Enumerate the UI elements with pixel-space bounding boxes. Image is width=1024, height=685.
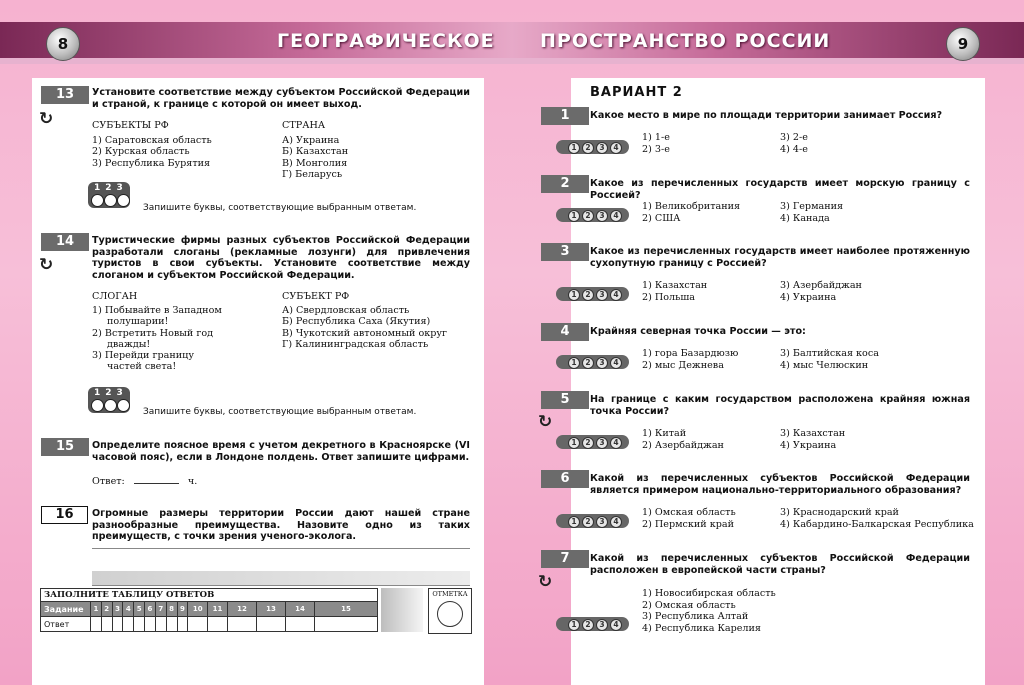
answer-option: 4) мыс Челюскин xyxy=(780,359,869,371)
answer-option-circle[interactable]: 4 xyxy=(610,142,622,154)
answer-option-circle[interactable]: 1 xyxy=(568,516,580,528)
answer-option: 1) Омская область xyxy=(642,507,736,518)
answer-cell[interactable] xyxy=(315,617,378,632)
hint-text: Запишите буквы, соответствующие выбранным ответам. xyxy=(143,407,417,417)
option: А) Свердловская область xyxy=(282,305,410,316)
answer-box[interactable] xyxy=(88,182,130,208)
page-number-right: 9 xyxy=(946,27,980,61)
answer-line[interactable] xyxy=(92,548,470,549)
question-number: 2 xyxy=(541,175,589,193)
answer-cell[interactable] xyxy=(91,617,102,632)
answer-cell[interactable] xyxy=(145,617,156,632)
answer-option: 1) Казахстан xyxy=(642,280,708,291)
question-number: 6 xyxy=(541,470,589,488)
option: Б) Республика Саха (Якутия) xyxy=(282,316,431,328)
answer-cell[interactable] xyxy=(134,617,145,632)
table-header-cell: 6 xyxy=(145,602,156,617)
answer-box[interactable] xyxy=(88,387,130,413)
answer-suffix: ч. xyxy=(187,476,198,487)
answer-pill[interactable] xyxy=(556,140,629,154)
answer-option: 4) Кабардино-Балкарская Республика xyxy=(780,518,974,530)
answer-cell[interactable] xyxy=(208,617,228,632)
answer-cell[interactable] xyxy=(123,617,134,632)
answer-option-circle[interactable]: 3 xyxy=(596,619,608,631)
answer-option: 4) Украина xyxy=(780,291,837,303)
answer-option-circle[interactable]: 1 xyxy=(568,210,580,222)
answer-option: 4) Украина xyxy=(780,439,837,451)
answer-strip[interactable] xyxy=(92,571,470,586)
table-header-cell: 4 xyxy=(123,602,134,617)
option: Г) Калининградская область xyxy=(282,338,429,350)
answer-pill[interactable] xyxy=(556,208,629,222)
answer-option-circle[interactable]: 4 xyxy=(610,210,622,222)
table-row xyxy=(41,602,378,617)
gradient-strip xyxy=(381,588,423,632)
answer-option-circle[interactable]: 4 xyxy=(610,357,622,369)
answer-cell[interactable] xyxy=(177,617,188,632)
question-number: 3 xyxy=(541,243,589,261)
table-label: Ответ xyxy=(41,617,91,632)
table-header-cell: 10 xyxy=(188,602,208,617)
table-header-cell: 7 xyxy=(155,602,166,617)
option: В) Монголия xyxy=(282,157,348,169)
answer-cell[interactable] xyxy=(104,399,117,412)
option: А) Украина xyxy=(282,135,340,146)
answer-option: 2) Польша xyxy=(642,291,695,303)
answer-pill[interactable] xyxy=(556,355,629,369)
answer-option: 3) Балтийская коса xyxy=(780,348,879,359)
left-page xyxy=(32,78,484,685)
table-header-cell: 3 xyxy=(112,602,123,617)
answer-option-circle[interactable]: 1 xyxy=(568,142,580,154)
answer-option-circle[interactable]: 1 xyxy=(568,357,580,369)
answer-cell[interactable] xyxy=(257,617,286,632)
option: частей света! xyxy=(107,361,177,373)
arrow-circle-icon: ↻ xyxy=(538,572,553,592)
question-text: Определите поясное время с учетом декретного в Красноярске (VI часовой пояс), если в Лондоне полдень. Ответ запишите цифрами. xyxy=(92,440,470,463)
question-text: Крайняя северная точка России — это: xyxy=(590,326,806,337)
variant-title: ВАРИАНТ 2 xyxy=(590,85,683,100)
option: Б) Казахстан xyxy=(282,146,349,158)
answer-box-digits: 123 xyxy=(94,183,128,193)
answer-cell[interactable] xyxy=(117,194,130,207)
table-header-cell: 14 xyxy=(286,602,315,617)
table-header-cell: 13 xyxy=(257,602,286,617)
answer-option-circle[interactable]: 3 xyxy=(596,516,608,528)
question-number: 13 xyxy=(41,86,89,104)
header-stripe xyxy=(0,58,1024,64)
answer-option: 2) Азербайджан xyxy=(642,439,724,451)
answer-option-circle[interactable]: 2 xyxy=(582,289,594,301)
column-title: СЛОГАН xyxy=(92,291,138,302)
answer-option-circle[interactable]: 3 xyxy=(596,210,608,222)
table-row xyxy=(41,617,378,632)
option: дважды! xyxy=(107,338,151,350)
question-number: 4 xyxy=(541,323,589,341)
answer-option: 1) Китай xyxy=(642,428,687,439)
answer-box-digits: 123 xyxy=(94,388,128,398)
answer-label: Ответ: xyxy=(92,476,125,487)
option: 3) Республика Бурятия xyxy=(92,157,211,169)
answer-cell[interactable] xyxy=(91,399,104,412)
answer-cell[interactable] xyxy=(101,617,112,632)
answer-cell[interactable] xyxy=(91,194,104,207)
answer-option: 3) Казахстан xyxy=(780,428,846,439)
answer-option: 1) гора Базардюзю xyxy=(642,348,739,359)
answer-pill[interactable] xyxy=(556,287,629,301)
question-text: Туристические фирмы разных субъектов Российской Федерации разработали слоганы (рекламные лозунги) для привлечения туристов в свои субъекты. Установите соответствие между слоганом и субъектом Российской Федерации. xyxy=(92,235,470,281)
option: 2) Встретить Новый год xyxy=(92,327,214,339)
answer-cell[interactable] xyxy=(286,617,315,632)
header-banner xyxy=(0,22,1024,64)
answer-option: 1) 1-е xyxy=(642,132,670,143)
option: 1) Побывайте в Западном xyxy=(92,305,222,316)
answer-cell[interactable] xyxy=(155,617,166,632)
question-text: Какой из перечисленных субъектов Российской Федерации является примером национально-территориального образования? xyxy=(590,473,970,496)
table-header-cell: 5 xyxy=(134,602,145,617)
answer-line xyxy=(92,476,197,487)
answer-option: 2) 3-е xyxy=(642,143,670,155)
answer-option-circle[interactable]: 4 xyxy=(610,437,622,449)
question-number: 7 xyxy=(541,550,589,568)
question-text: Установите соответствие между субъектом Российской Федерации и страной, к границе с которой он имеет выход. xyxy=(92,87,470,110)
answer-option-circle[interactable]: 2 xyxy=(582,357,594,369)
answer-option-circle[interactable]: 1 xyxy=(568,619,580,631)
answer-cell[interactable] xyxy=(228,617,257,632)
table-header-cell: 11 xyxy=(208,602,228,617)
table-header-cell: 1 xyxy=(91,602,102,617)
table-header-cell: 9 xyxy=(177,602,188,617)
option: 1) Саратовская область xyxy=(92,135,212,146)
answer-option-circle[interactable]: 3 xyxy=(596,437,608,449)
question-text: Какое из перечисленных государств имеет наиболее протяженную сухопутную границу с Россией? xyxy=(590,246,970,269)
option: 2) Курская область xyxy=(92,146,190,158)
answer-cell[interactable] xyxy=(117,399,130,412)
option-list xyxy=(282,305,447,350)
answer-option: 2) США xyxy=(642,212,681,224)
answer-option-circle[interactable]: 2 xyxy=(582,516,594,528)
option: В) Чукотский автономный округ xyxy=(282,327,448,339)
answer-option: 3) Республика Алтай xyxy=(642,611,749,622)
answer-option-circle[interactable]: 2 xyxy=(582,619,594,631)
answers-table-block xyxy=(40,588,378,632)
answer-pill[interactable] xyxy=(556,617,629,631)
answer-option-circle[interactable]: 4 xyxy=(610,619,622,631)
answer-option-circle[interactable]: 3 xyxy=(596,142,608,154)
answer-cell[interactable] xyxy=(166,617,177,632)
page-number-left: 8 xyxy=(46,27,80,61)
question-number: 15 xyxy=(41,438,89,456)
option-list xyxy=(92,135,212,169)
answer-option: 3) Краснодарский край xyxy=(780,507,899,518)
title-left: ГЕОГРАФИЧЕСКОЕ xyxy=(277,30,495,52)
table-label: Задание xyxy=(41,602,91,617)
answer-option: 2) мыс Дежнева xyxy=(642,359,724,371)
mark-box xyxy=(428,588,472,634)
question-number: 14 xyxy=(41,233,89,251)
answer-option: 2) Омская область xyxy=(642,599,736,611)
answer-cell[interactable] xyxy=(104,194,117,207)
answer-input[interactable] xyxy=(134,483,179,484)
answer-lines[interactable] xyxy=(92,548,470,561)
option-list xyxy=(92,305,222,373)
question-text: Огромные размеры территории России дают нашей стране разнообразные преимущества. Назовите одно из таких преимуществ, с точки зрения ученого-эколога. xyxy=(92,508,470,543)
answers-table xyxy=(40,601,378,632)
question-number: 5 xyxy=(541,391,589,409)
question-number: 1 xyxy=(541,107,589,125)
answer-option-circle[interactable]: 4 xyxy=(610,516,622,528)
mark-circle[interactable] xyxy=(437,601,463,627)
answer-cell[interactable] xyxy=(188,617,208,632)
answer-option-circle[interactable]: 1 xyxy=(568,289,580,301)
answer-option: 3) Азербайджан xyxy=(780,280,862,291)
answer-option: 4) Республика Карелия xyxy=(642,622,761,634)
arrow-circle-icon: ↻ xyxy=(538,412,553,432)
table-header-cell: 2 xyxy=(101,602,112,617)
option: 3) Перейди границу xyxy=(92,350,194,362)
arrow-circle-icon: ↻ xyxy=(39,109,54,129)
column-title: СТРАНА xyxy=(282,120,326,131)
answer-option: 1) Великобритания xyxy=(642,201,741,212)
table-header-cell: 8 xyxy=(166,602,177,617)
arrow-circle-icon: ↻ xyxy=(39,255,54,275)
answer-cell[interactable] xyxy=(112,617,123,632)
answer-option: 2) Пермский край xyxy=(642,518,735,530)
option: Г) Беларусь xyxy=(282,168,343,180)
column-title: СУБЪЕКТ РФ xyxy=(282,291,350,302)
mark-label: ОТМЕТКА xyxy=(432,590,468,598)
answer-option: 3) Германия xyxy=(780,201,844,212)
question-text: Какое место в мире по площади территории занимает Россия? xyxy=(590,110,943,121)
answer-pill[interactable] xyxy=(556,514,629,528)
answer-option-circle[interactable]: 2 xyxy=(582,142,594,154)
answer-option-circle[interactable]: 2 xyxy=(582,437,594,449)
answers-table-title: ЗАПОЛНИТЕ ТАБЛИЦУ ОТВЕТОВ xyxy=(40,588,378,601)
hint-text: Запишите буквы, соответствующие выбранным ответам. xyxy=(143,203,417,213)
question-text: На границе с каким государством расположена крайняя южная точка России? xyxy=(590,394,970,417)
answer-option: 4) 4-е xyxy=(780,143,808,155)
question-text: Какой из перечисленных субъектов Российской Федерации расположен в европейской части страны? xyxy=(590,553,970,576)
table-header-cell: 12 xyxy=(228,602,257,617)
answer-option-circle[interactable]: 4 xyxy=(610,289,622,301)
answer-pill[interactable] xyxy=(556,435,629,449)
answer-option: 1) Новосибирская область xyxy=(642,588,776,599)
question-text: Какое из перечисленных государств имеет морскую границу с Россией? xyxy=(590,178,970,201)
title-right: ПРОСТРАНСТВО РОССИИ xyxy=(540,30,831,52)
answer-option-circle[interactable]: 2 xyxy=(582,210,594,222)
table-header-cell: 15 xyxy=(315,602,378,617)
question-number: 16 xyxy=(41,506,88,524)
answer-option-circle[interactable]: 3 xyxy=(596,289,608,301)
column-title: СУБЪЕКТЫ РФ xyxy=(92,120,169,131)
option-list xyxy=(282,135,348,180)
answer-option-circle[interactable]: 1 xyxy=(568,437,580,449)
option: полушарии! xyxy=(107,316,169,328)
answer-option-circle[interactable]: 3 xyxy=(596,357,608,369)
answer-option: 4) Канада xyxy=(780,212,830,224)
right-page xyxy=(571,78,985,685)
answer-option: 3) 2-е xyxy=(780,132,808,143)
